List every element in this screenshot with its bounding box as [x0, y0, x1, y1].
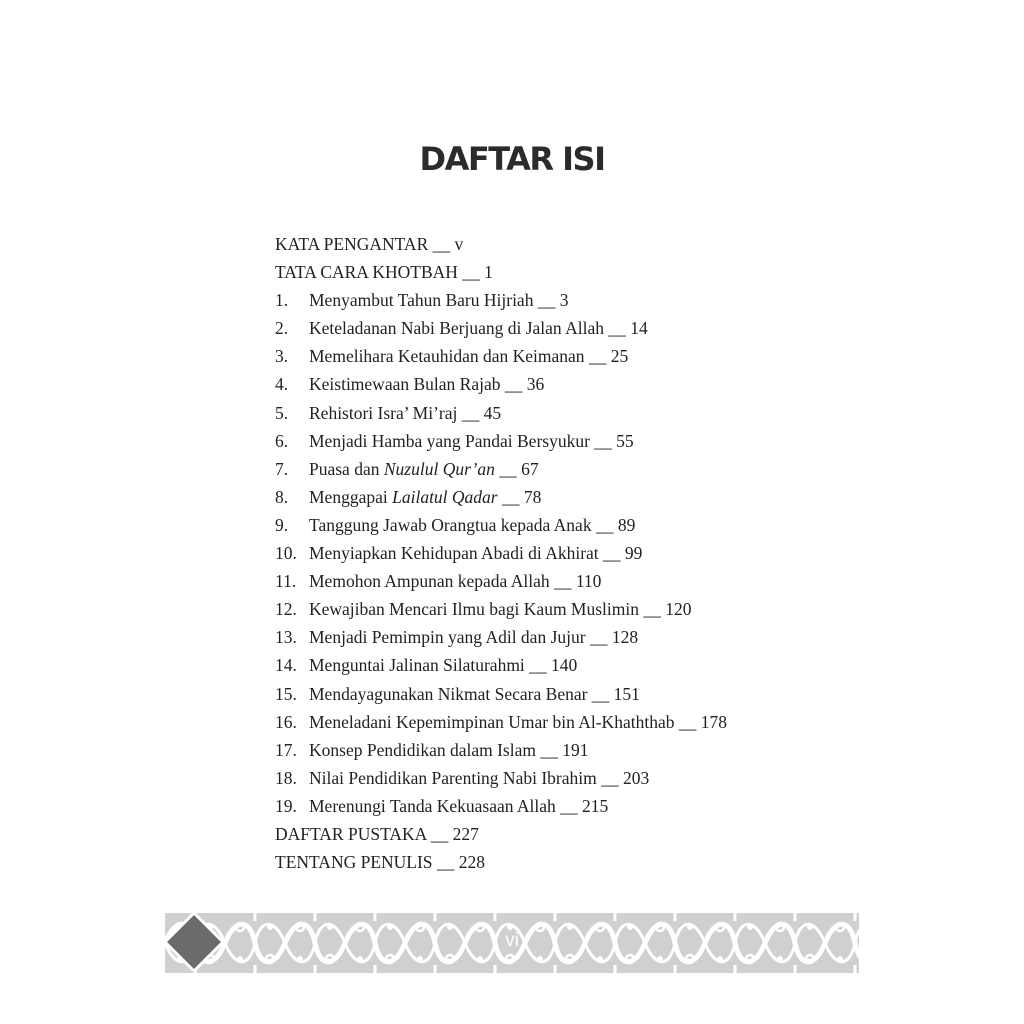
- toc-entry-title: Menjadi Pemimpin yang Adil dan Jujur __ 128: [309, 627, 639, 648]
- toc-entry-title: Memohon Ampunan kepada Allah __ 110: [309, 571, 602, 592]
- page-number: vi: [505, 930, 519, 951]
- toc-entry: [275, 427, 835, 455]
- toc-entry-title-prefix: Puasa dan: [309, 458, 384, 479]
- toc-entry-number: 3.: [275, 346, 289, 367]
- toc-entry-page: __ 78: [497, 486, 542, 507]
- toc-entry-title-italic: Lailatul Qadar: [392, 486, 498, 507]
- table-of-contents: [275, 230, 835, 876]
- toc-entry: [275, 342, 835, 370]
- toc-entry: [275, 483, 835, 511]
- toc-entry: [275, 792, 835, 820]
- toc-entry-title-italic: Nuzulul Qur’an: [383, 458, 495, 479]
- toc-entry: [275, 623, 835, 651]
- toc-entry-title: Rehistori Isra’ Mi’raj __ 45: [309, 402, 502, 423]
- toc-entry-number: 16.: [275, 711, 297, 732]
- toc-entry: [275, 314, 835, 342]
- toc-entry-page: __ 67: [494, 458, 539, 479]
- toc-entry-number: 8.: [275, 486, 289, 507]
- toc-entry-number: 18.: [275, 767, 297, 788]
- toc-entry-title: Mendayagunakan Nikmat Secara Benar __ 151: [309, 683, 640, 704]
- toc-entry: [275, 567, 835, 595]
- toc-entry: [275, 595, 835, 623]
- toc-entry: [275, 736, 835, 764]
- toc-entry-title: Nilai Pendidikan Parenting Nabi Ibrahim __ 203: [309, 767, 650, 788]
- toc-entry: [275, 848, 835, 876]
- toc-entry-number: 6.: [275, 430, 289, 451]
- toc-entry-title: Kewajiban Mencari Ilmu bagi Kaum Muslimin __ 120: [309, 599, 692, 620]
- toc-entry: [275, 539, 835, 567]
- toc-entry: [275, 764, 835, 792]
- toc-entry-title: Merenungi Tanda Kekuasaan Allah __ 215: [309, 795, 609, 816]
- toc-entry-number: 7.: [275, 458, 289, 479]
- toc-entry: [275, 651, 835, 679]
- toc-entry-number: 17.: [275, 739, 297, 760]
- toc-entry-title: Keistimewaan Bulan Rajab __ 36: [309, 374, 545, 395]
- toc-entry: [275, 230, 835, 258]
- toc-entry-number: 9.: [275, 514, 289, 535]
- toc-entry-number: 13.: [275, 627, 297, 648]
- toc-entry: [275, 399, 835, 427]
- toc-entry-title: [309, 455, 539, 483]
- toc-entry: [275, 708, 835, 736]
- toc-entry-title: KATA PENGANTAR __ v: [275, 234, 464, 254]
- toc-entry-number: 12.: [275, 599, 297, 620]
- toc-entry-title: Menyiapkan Kehidupan Abadi di Akhirat __ 99: [309, 543, 643, 564]
- toc-entry-number: 1.: [275, 290, 289, 311]
- toc-entry: [275, 455, 835, 483]
- toc-entry-title: Menguntai Jalinan Silaturahmi __ 140: [309, 655, 578, 676]
- toc-entry-number: 19.: [275, 795, 297, 816]
- toc-entry-title: Keteladanan Nabi Berjuang di Jalan Allah __ 14: [309, 318, 648, 339]
- toc-entry-title: TENTANG PENULIS __ 228: [275, 852, 486, 873]
- toc-entry-number: 11.: [275, 571, 297, 592]
- toc-entry-title: Menjadi Hamba yang Pandai Bersyukur __ 55: [309, 430, 634, 451]
- toc-entry: [275, 258, 835, 286]
- toc-entry-title: Konsep Pendidikan dalam Islam __ 191: [309, 739, 589, 760]
- toc-entry: [275, 511, 835, 539]
- toc-entry-title: Memelihara Ketauhidan dan Keimanan __ 25: [309, 346, 629, 367]
- toc-entry-number: 15.: [275, 683, 297, 704]
- page-number-badge: [165, 913, 223, 971]
- toc-entry: [275, 370, 835, 398]
- toc-entry-title: [309, 483, 541, 511]
- toc-entry-number: 14.: [275, 655, 297, 676]
- page-footer: [165, 913, 859, 973]
- toc-entry-title: Tanggung Jawab Orangtua kepada Anak __ 89: [309, 514, 636, 535]
- toc-entry-number: 5.: [275, 402, 289, 423]
- toc-entry-number: 4.: [275, 374, 289, 395]
- toc-entry-title-prefix: Menggapai: [309, 486, 393, 507]
- toc-entry-title: DAFTAR PUSTAKA __ 227: [275, 823, 479, 844]
- page-title: DAFTAR ISI: [419, 140, 605, 178]
- toc-entry-title: TATA CARA KHOTBAH __ 1: [275, 262, 493, 283]
- toc-entry: [275, 820, 835, 848]
- toc-entry-number: 2.: [275, 318, 289, 339]
- toc-entry-number: 10.: [275, 543, 297, 564]
- toc-entry-title: Meneladani Kepemimpinan Umar bin Al-Khaththab __ 178: [309, 711, 727, 732]
- toc-entry: [275, 680, 835, 708]
- toc-entry-title: Menyambut Tahun Baru Hijriah __ 3: [309, 290, 569, 311]
- toc-entry: [275, 286, 835, 314]
